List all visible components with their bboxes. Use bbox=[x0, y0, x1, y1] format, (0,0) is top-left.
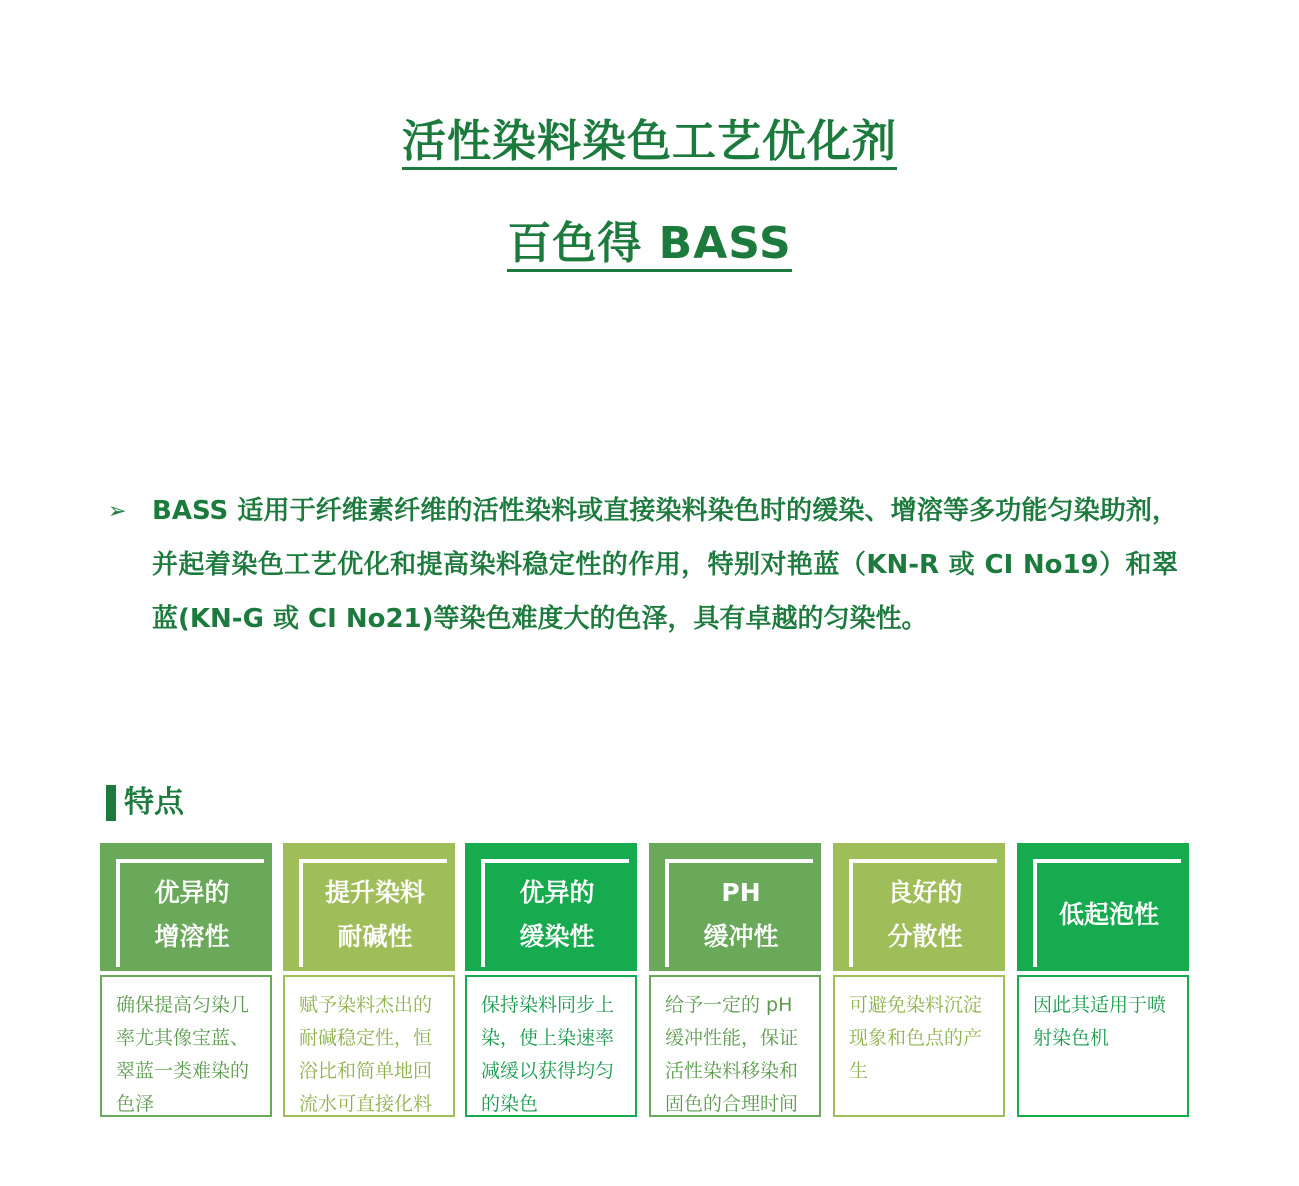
feature-card-description: 保持染料同步上染，使上染速率减缓以获得均匀的染色 bbox=[465, 975, 637, 1117]
intro-text: BASS 适用于纤维素纤维的活性染料或直接染料染色时的缓染、增溶等多功能匀染助剂，并起着染色工艺优化和提高染料稳定性的作用，特别对艳蓝（KN-R 或 CI No19）和翠蓝(KN-G 或 CI No21)等染色难度大的色泽，具有卓越的匀染性。 bbox=[152, 496, 1178, 634]
feature-card-header bbox=[283, 843, 455, 971]
product-title bbox=[0, 218, 1299, 270]
feature-card-low-foam bbox=[1017, 843, 1189, 1117]
feature-card-title bbox=[303, 863, 447, 967]
section-heading-label: 特点 bbox=[124, 785, 184, 820]
feature-card-description: 给予一定的 pH 缓冲性能，保证活性染料移染和固色的合理时间 bbox=[649, 975, 821, 1117]
feature-title-line2: 缓冲性 bbox=[703, 922, 779, 951]
feature-card-title bbox=[853, 863, 997, 967]
section-heading bbox=[106, 784, 184, 822]
feature-title-line1: 提升染料 bbox=[324, 878, 425, 907]
feature-card-ph-buffer bbox=[649, 843, 821, 1117]
feature-card-description: 赋予染料杰出的耐碱稳定性，恒浴比和简单地回流水可直接化料 bbox=[283, 975, 455, 1117]
intro-paragraph bbox=[108, 484, 1178, 646]
feature-card-header bbox=[833, 843, 1005, 971]
product-title-text: 百色得 BASS bbox=[507, 218, 791, 272]
feature-card-header bbox=[100, 843, 272, 971]
feature-card-alkali-resistance bbox=[283, 843, 455, 1117]
section-heading-bar bbox=[106, 785, 116, 821]
feature-card-description: 因此其适用于喷射染色机 bbox=[1017, 975, 1189, 1117]
feature-title-line2: 增溶性 bbox=[154, 922, 230, 951]
feature-card-header bbox=[649, 843, 821, 971]
feature-title-line1: 优异的 bbox=[519, 878, 595, 907]
feature-title-line2: 分散性 bbox=[887, 922, 963, 951]
feature-card-header bbox=[465, 843, 637, 971]
feature-card-title bbox=[120, 863, 264, 967]
feature-card-title bbox=[1037, 863, 1181, 967]
feature-card-retarding bbox=[465, 843, 637, 1117]
feature-card-dispersion bbox=[833, 843, 1005, 1117]
feature-title-line1: PH bbox=[721, 878, 761, 907]
feature-title-line1: 优异的 bbox=[154, 878, 230, 907]
feature-title-line1: 低起泡性 bbox=[1058, 900, 1159, 929]
feature-card-title bbox=[669, 863, 813, 967]
feature-card-description: 可避免染料沉淀现象和色点的产生 bbox=[833, 975, 1005, 1117]
feature-title-line2: 耐碱性 bbox=[337, 922, 413, 951]
feature-card-title bbox=[485, 863, 629, 967]
main-title-text: 活性染料染色工艺优化剂 bbox=[402, 116, 897, 170]
feature-title-line1: 良好的 bbox=[887, 878, 963, 907]
feature-card-description: 确保提高匀染几率尤其像宝蓝、翠蓝一类难染的色泽 bbox=[100, 975, 272, 1117]
feature-card-header bbox=[1017, 843, 1189, 971]
main-title bbox=[0, 116, 1299, 168]
feature-card-solubility bbox=[100, 843, 272, 1117]
arrow-bullet-icon: ➢ bbox=[108, 499, 127, 524]
feature-title-line2: 缓染性 bbox=[519, 922, 595, 951]
